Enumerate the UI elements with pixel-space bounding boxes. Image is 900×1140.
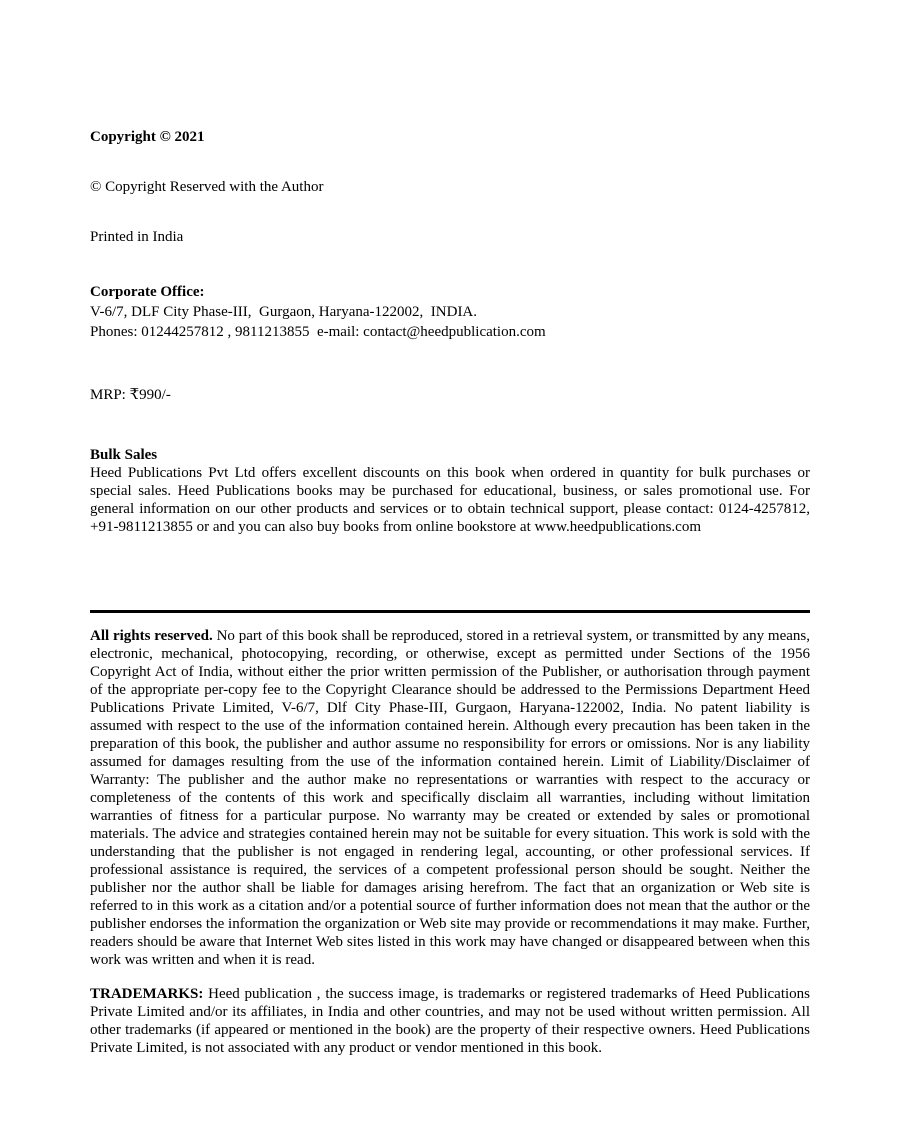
- corporate-office-block: [90, 282, 810, 342]
- all-rights-lead: All rights reserved.: [90, 628, 213, 644]
- bulk-sales-block: [90, 446, 810, 536]
- trademarks-paragraph: [90, 985, 810, 1057]
- trademarks-lead: TRADEMARKS:: [90, 986, 204, 1002]
- bulk-sales-paragraph: Heed Publications Pvt Ltd offers excellent discounts on this book when ordered in quantity for bulk purchases or special sales. Heed Publications books may be purchased for educational, business, or sales promotional use. For general information on our other products and services or to obtain technical support, please contact: 0124-4257812, +91-9811213855 or and you can also buy books from online bookstore at www.heedpublications.com: [90, 465, 810, 535]
- copyright-year-line: Copyright © 2021: [90, 129, 205, 145]
- trademarks-body: Heed publication , the success image, is trademarks or registered trademarks of Heed Publications Private Limited and/or its affiliates, in India and other countries, and may not be used without written permission. All other trademarks (if appeared or mentioned in the book) are the property of their respective owners. Heed Publications Private Limited, is not associated with any product or vendor mentioned in this book.: [90, 986, 810, 1056]
- bulk-sales-heading: Bulk Sales: [90, 447, 158, 463]
- copyright-reserved-line: © Copyright Reserved with the Author: [90, 179, 324, 195]
- all-rights-paragraph: [90, 627, 810, 969]
- corporate-office-address: V-6/7, DLF City Phase-III, Gurgaon, Haryana-122002, INDIA.: [90, 304, 478, 320]
- corporate-office-heading: Corporate Office:: [90, 284, 205, 300]
- mrp-line: MRP: ₹990/-: [90, 387, 171, 403]
- corporate-office-phones: Phones: 01244257812 , 9811213855 e-mail: contact@heedpublication.com: [90, 324, 546, 340]
- divider-rule: [90, 610, 810, 613]
- all-rights-body: No part of this book shall be reproduced, stored in a retrieval system, or transmitted by any means, electronic, mechanical, photocopying, recording, or otherwise, except as permitted under Sections of the 1956 Copyright Act of India, without either the prior written permission of the Publisher, or authorisation through payment of the appropriate per-copy fee to the Copyright Clearance should be addressed to the Permissions Department Heed Publications Private Limited, V-6/7, Dlf City Phase-III, Gurgaon, Haryana-122002, India. No patent liability is assumed with respect to the use of the information contained herein. Although every precaution has been taken in the preparation of this book, the publisher and author assume no responsibility for errors or omissions. Nor is any liability assumed for damages resulting from the use of the information contained herein. Limit of Liability/Disclaimer of Warranty: The publisher and the author make no representations or warranties with respect to the accuracy or completeness of the contents of this work and specifically disclaim all warranties, including without limitation warranties of fitness for a particular purpose. No warranty may be created or extended by sales or promotional materials. The advice and strategies contained herein may not be suitable for every situation. This work is sold with the understanding that the publisher is not engaged in rendering legal, accounting, or other professional services. If professional assistance is required, the services of a competent professional person should be sought. Neither the publisher nor the author shall be liable for damages arising herefrom. The fact that an organization or Web site is referred to in this work as a citation and/or a potential source of further information does not mean that the author or the publisher endorses the information the organization or Web site may provide or recommendations it may make. Further, readers should be aware that Internet Web sites listed in this work may have changed or disappeared between when this work was written and when it is read.: [90, 628, 810, 968]
- printed-in-line: Printed in India: [90, 229, 184, 245]
